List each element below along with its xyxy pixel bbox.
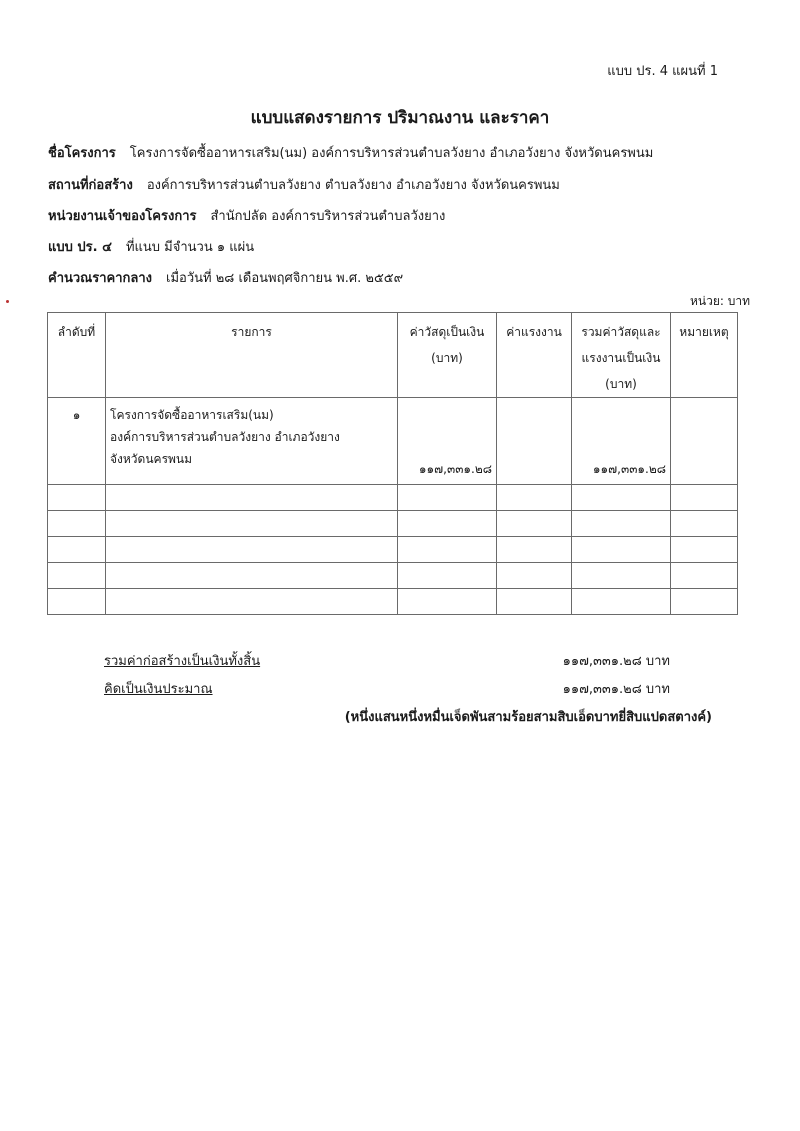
total-cost-label: รวมค่าก่อสร้างเป็นเงินทั้งสิ้น bbox=[104, 654, 261, 669]
row-item-line-1: โครงการจัดซื้ออาหารเสริม(นม) bbox=[110, 408, 274, 422]
calc-date-label: คำนวณราคากลาง bbox=[48, 271, 153, 286]
approx-cost-amount: ๑๑๗,๓๓๑.๒๘ บาท bbox=[562, 682, 670, 697]
unit-note: หน่วย: บาท bbox=[689, 294, 750, 308]
amount-in-words: (หนึ่งแสนหนึ่งหมื่นเจ็ดพันสามร้อยสามสิบเอ็ดบาทยี่สิบแปดสตางค์) bbox=[344, 710, 712, 725]
row-item-line-2: องค์การบริหารส่วนตำบลวังยาง อำเภอวังยาง bbox=[110, 430, 340, 444]
owner-label: หน่วยงานเจ้าของโครงการ bbox=[48, 209, 197, 224]
header-labor: ค่าแรงงาน bbox=[497, 313, 572, 398]
calc-date-value: เมื่อวันที่ ๒๘ เดือนพฤศจิกายน พ.ศ. ๒๕๕๙ bbox=[166, 271, 404, 286]
project-name-value: โครงการจัดซื้ออาหารเสริม(นม) องค์การบริหารส่วนตำบลวังยาง อำเภอวังยาง จังหวัดนครพนม bbox=[129, 146, 654, 161]
form-number: แบบ ปร. 4 แผนที่ 1 bbox=[607, 64, 718, 79]
site-value: องค์การบริหารส่วนตำบลวังยาง ตำบลวังยาง อำเภอวังยาง จังหวัดนครพนม bbox=[146, 178, 560, 193]
table-header-row bbox=[48, 313, 738, 398]
header-material-unit: (บาท) bbox=[431, 351, 463, 365]
paper-speck bbox=[6, 300, 9, 303]
header-material bbox=[398, 313, 497, 398]
document-title: แบบแสดงรายการ ปริมาณงาน และราคา bbox=[250, 108, 550, 128]
header-total-line-1: รวมค่าวัสดุและ bbox=[581, 325, 661, 339]
total-cost-amount: ๑๑๗,๓๓๑.๒๘ บาท bbox=[562, 654, 670, 669]
header-remark: หมายเหตุ bbox=[671, 313, 738, 398]
row-item-line-3: จังหวัดนครพนม bbox=[110, 452, 193, 466]
table-row-empty bbox=[48, 485, 738, 511]
row-labor bbox=[497, 398, 572, 485]
form-attach-label: แบบ ปร. ๔ bbox=[48, 240, 112, 255]
table-row bbox=[48, 398, 738, 485]
project-name-label: ชื่อโครงการ bbox=[48, 146, 116, 161]
table-row-empty bbox=[48, 589, 738, 615]
owner-line bbox=[48, 205, 457, 226]
form-attach-line bbox=[48, 236, 266, 257]
row-item bbox=[106, 398, 398, 485]
row-material: ๑๑๗,๓๓๑.๒๘ bbox=[398, 398, 497, 485]
header-total-line-2: แรงงานเป็นเงิน bbox=[581, 351, 661, 365]
row-no: ๑ bbox=[48, 398, 106, 485]
form-attach-value: ที่แนบ มีจำนวน ๑ แผ่น bbox=[125, 240, 255, 255]
header-material-line: ค่าวัสดุเป็นเงิน bbox=[409, 325, 485, 339]
calc-date-line bbox=[48, 267, 415, 288]
table-row-empty bbox=[48, 511, 738, 537]
owner-value: สำนักปลัด องค์การบริหารส่วนตำบลวังยาง bbox=[210, 209, 446, 224]
table-row-empty bbox=[48, 537, 738, 563]
site-label: สถานที่ก่อสร้าง bbox=[48, 178, 133, 193]
header-total bbox=[572, 313, 671, 398]
header-total-unit: (บาท) bbox=[605, 377, 637, 391]
project-name-line bbox=[48, 142, 665, 163]
site-line bbox=[48, 174, 572, 195]
approx-cost-label: คิดเป็นเงินประมาณ bbox=[104, 682, 213, 697]
header-item: รายการ bbox=[106, 313, 398, 398]
table-row-empty bbox=[48, 563, 738, 589]
header-no: ลำดับที่ bbox=[48, 313, 106, 398]
boq-table bbox=[47, 312, 738, 615]
row-remark bbox=[671, 398, 738, 485]
row-total: ๑๑๗,๓๓๑.๒๘ bbox=[572, 398, 671, 485]
